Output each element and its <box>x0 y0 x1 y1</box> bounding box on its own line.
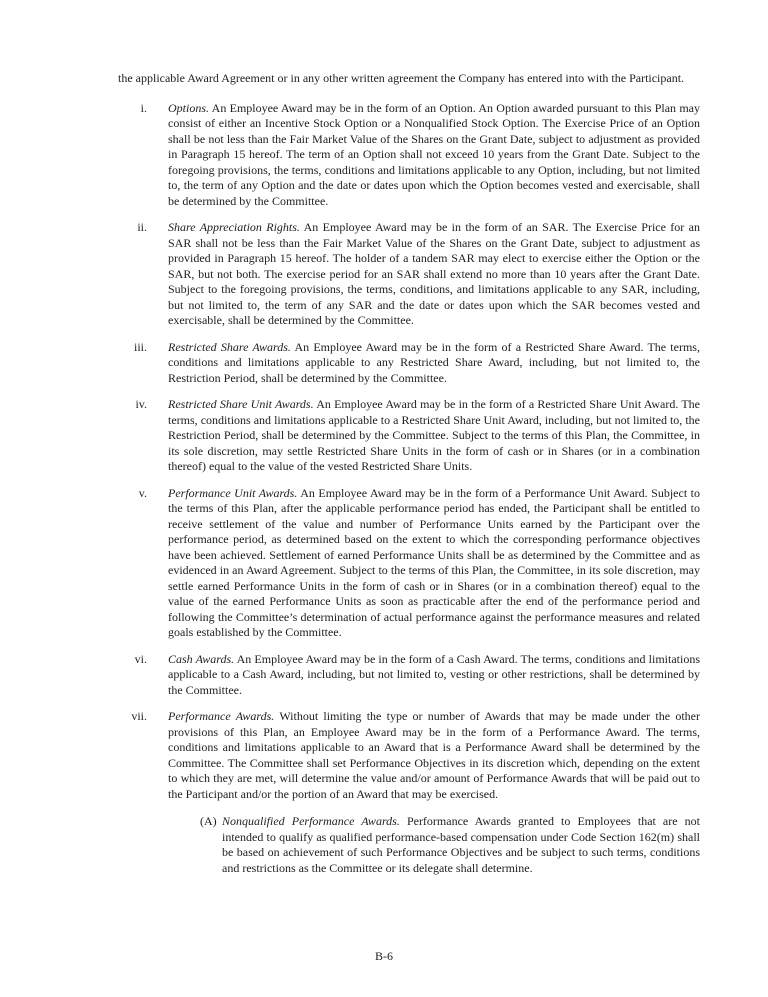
list-item-options <box>118 101 700 210</box>
item-body <box>168 340 700 387</box>
item-text: An Employee Award may be in the form of a Restricted Share Award. The terms, conditions and limitations applicable to any Restricted Share Award, including, but not limited to, the Restriction Period, shall be determined by the Committee. <box>168 339 700 385</box>
item-body <box>168 397 700 475</box>
item-body <box>168 652 700 699</box>
paragraph-intro: the applicable Award Agreement or in any other written agreement the Company has entered into with the Participant. <box>118 71 685 85</box>
sub-item-body <box>222 814 700 876</box>
item-heading: Performance Awards. <box>168 709 275 723</box>
item-heading: Cash Awards. <box>168 651 235 666</box>
list-item-performance-awards <box>118 709 700 876</box>
item-heading: Options. <box>168 100 210 115</box>
item-numeral: i. <box>140 100 147 115</box>
list-item-cash-awards <box>118 652 700 699</box>
sub-item-numeral: (A) <box>200 814 217 828</box>
item-text: An Employee Award may be in the form of a Performance Unit Award. Subject to the terms of this Plan, after the applicable performance period has ended, the Participant shall be entitled to receive settlement of the value and number of Performance Units earned by the Participant over the performance period, as determined based on the extent to which the corresponding performance objectives have been achieved. Settlement of earned Performance Units shall be as determined by the Committee and as evidenced in an Award Agreement. Subject to the terms of this Plan, the Committee, in its sole discretion, may settle earned Performance Units in the form of cash or in Shares (or in a combination thereof) equal to the value of the earned Performance Units as soon as practicable after the end of the performance period and following the Committee’s determination of actual performance against the performance measures and related goals established by the Committee. <box>168 485 700 639</box>
item-text: Without limiting the type or number of Awards that may be made under the other provisions of this Plan, an Employee Award may be in the form of a Performance Award. The terms, conditions and limitations applicable to an Award that is a Performance Award shall be determined by the Committee. The Committee shall set Performance Objectives in its discretion which, depending on the extent to which they are met, will determine the value and/or amount of Performance Awards that will be paid out to the Participant and/or the portion of an Award that may be exercised. <box>168 709 700 801</box>
list-item-restricted-share-unit-awards <box>118 397 700 475</box>
page-number: B-6 <box>375 949 393 963</box>
item-numeral: v. <box>138 485 147 500</box>
item-body <box>168 709 700 876</box>
item-text: An Employee Award may be in the form of a Restricted Share Unit Award. The terms, conditions and limitations applicable to a Restricted Share Unit Award, including, but not limited to, the Restriction Period, shall be determined by the Committee. Subject to the terms of this Plan, the Committee, in its sole discretion, may settle Restricted Share Units in the form of cash or in Shares (or in a combination thereof) equal to the value of the vested Restricted Share Units. <box>168 397 700 473</box>
item-numeral: vi. <box>134 651 147 666</box>
item-heading: Performance Unit Awards. <box>168 485 298 500</box>
item-heading: Restricted Share Unit Awards. <box>168 397 314 411</box>
item-heading: Restricted Share Awards. <box>168 339 291 354</box>
item-numeral: vii. <box>131 709 147 723</box>
item-body <box>168 101 700 210</box>
sub-item-heading: Nonqualified Performance Awards. <box>222 814 400 828</box>
item-text: An Employee Award may be in the form of an SAR. The Exercise Price for an SAR shall not be less than the Fair Market Value of the Shares on the Grant Date, subject to adjustment as provided in Paragraph 15 hereof. The holder of a tandem SAR may elect to exercise either the Option or the SAR, but not both. The exercise period for an SAR shall extend no more than 10 years after the Grant Date. Subject to the foregoing provisions, the terms, conditions, and limitations applicable to any SAR, including, but not limited to, the term of any SAR and the date or dates upon which the SAR becomes vested and exercisable, shall be determined by the Committee. <box>168 220 700 327</box>
item-body <box>168 220 700 329</box>
list-item-restricted-share-awards <box>118 340 700 387</box>
sub-item-text: Performance Awards granted to Employees that are not intended to qualify as qualified performance-based compensation under Code Section 162(m) shall be based on achievement of such Performance Objectives and be subject to such terms, conditions and restrictions as the Committee or its delegate shall determine. <box>222 814 701 875</box>
item-numeral: iii. <box>133 339 147 354</box>
item-numeral: iv. <box>135 397 147 411</box>
item-body <box>168 486 700 641</box>
sub-item-nonqualified-performance-awards <box>200 814 700 876</box>
list-item-share-appreciation-rights <box>118 220 700 329</box>
item-numeral: ii. <box>137 220 147 234</box>
item-text: An Employee Award may be in the form of an Option. An Option awarded pursuant to this Plan may consist of either an Incentive Stock Option or a Nonqualified Stock Option. The Exercise Price of an Option shall be not less than the Fair Market Value of the Shares on the Grant Date, subject to adjustment as provided in Paragraph 15 hereof. The term of an Option shall not exceed 10 years from the Grant Date. Subject to the foregoing provisions, the terms, conditions and limitations applicable to any Option, including, but not limited to, the term of any Option and the date or dates upon which the Option becomes vested and exercisable, shall be determined by the Committee. <box>168 100 701 208</box>
item-text: An Employee Award may be in the form of a Cash Award. The terms, conditions and limitations applicable to a Cash Award, including, but not limited to, vesting or other restrictions, shall be determined by the Committee. <box>168 651 701 697</box>
item-heading: Share Appreciation Rights. <box>168 220 300 234</box>
list-item-performance-unit-awards <box>118 486 700 641</box>
